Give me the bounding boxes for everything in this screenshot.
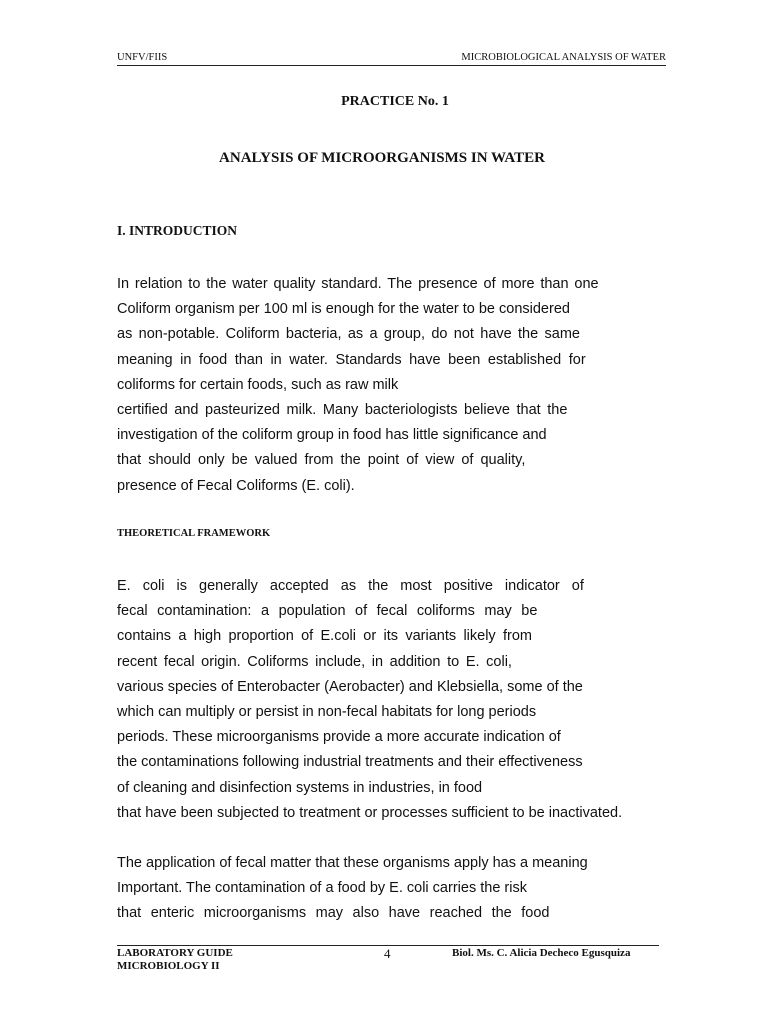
text-line: certified and pasteurized milk. Many bacteriologists believe that the (117, 401, 568, 418)
text-line: as non-potable. Coliform bacteria, as a group, do not have the same (117, 326, 580, 343)
text-line: that have been subjected to treatment or processes sufficient to be inactivated. (117, 804, 623, 821)
page-header (117, 52, 666, 66)
text-line: In relation to the water quality standard. The presence of more than one (117, 276, 599, 292)
text-line: fecal contamination: a population of fecal coliforms may be (117, 603, 538, 620)
text-line: the contaminations following industrial treatments and their effectiveness (117, 754, 583, 771)
introduction-paragraph (117, 272, 599, 499)
main-title: ANALYSIS OF MICROORGANISMS IN WATER (219, 150, 545, 166)
footer-left-line-1: LABORATORY GUIDE (117, 947, 233, 959)
text-line: investigation of the coliform group in food has little significance and (117, 427, 547, 444)
text-line: E. coli is generally accepted as the most positive indicator of (117, 578, 584, 594)
text-line: contains a high proportion of E.coli or its variants likely from (117, 628, 533, 645)
text-line: which can multiply or persist in non-fecal habitats for long periods (117, 703, 537, 720)
theoretical-framework-heading: THEORETICAL FRAMEWORK (117, 528, 271, 539)
text-line: coliforms for certain foods, such as raw milk (117, 376, 399, 393)
practice-title: PRACTICE No. 1 (341, 94, 449, 109)
text-line: The application of fecal matter that these organisms apply has a meaning (117, 855, 588, 871)
header-left: UNFV/FIIS (117, 52, 168, 63)
theory-paragraph-1 (117, 574, 622, 826)
text-line: that should only be valued from the point of view of quality, (117, 452, 526, 469)
footer-author: Biol. Ms. C. Alicia Decheco Egusquiza (452, 947, 631, 959)
text-line: of cleaning and disinfection systems in industries, in food (117, 779, 483, 796)
footer-guide-title (117, 947, 233, 973)
text-line: presence of Fecal Coliforms (E. coli). (117, 477, 355, 494)
text-line: that enteric microorganisms may also have reached the food (117, 905, 550, 922)
text-line: Important. The contamination of a food by E. coli carries the risk (117, 880, 527, 897)
theory-paragraph-2 (117, 851, 588, 927)
introduction-heading: I. INTRODUCTION (117, 223, 238, 238)
footer-left-line-2: MICROBIOLOGY II (117, 960, 220, 972)
header-right: MICROBIOLOGICAL ANALYSIS OF WATER (461, 52, 666, 63)
text-line: periods. These microorganisms provide a more accurate indication of (117, 729, 561, 746)
text-line: Coliform organism per 100 ml is enough for the water to be considered (117, 301, 570, 318)
text-line: various species of Enterobacter (Aerobacter) and Klebsiella, some of the (117, 678, 583, 695)
text-line: recent fecal origin. Coliforms include, in addition to E. coli, (117, 653, 512, 670)
text-line: meaning in food than in water. Standards have been established for (117, 351, 586, 368)
page-number: 4 (384, 946, 391, 961)
